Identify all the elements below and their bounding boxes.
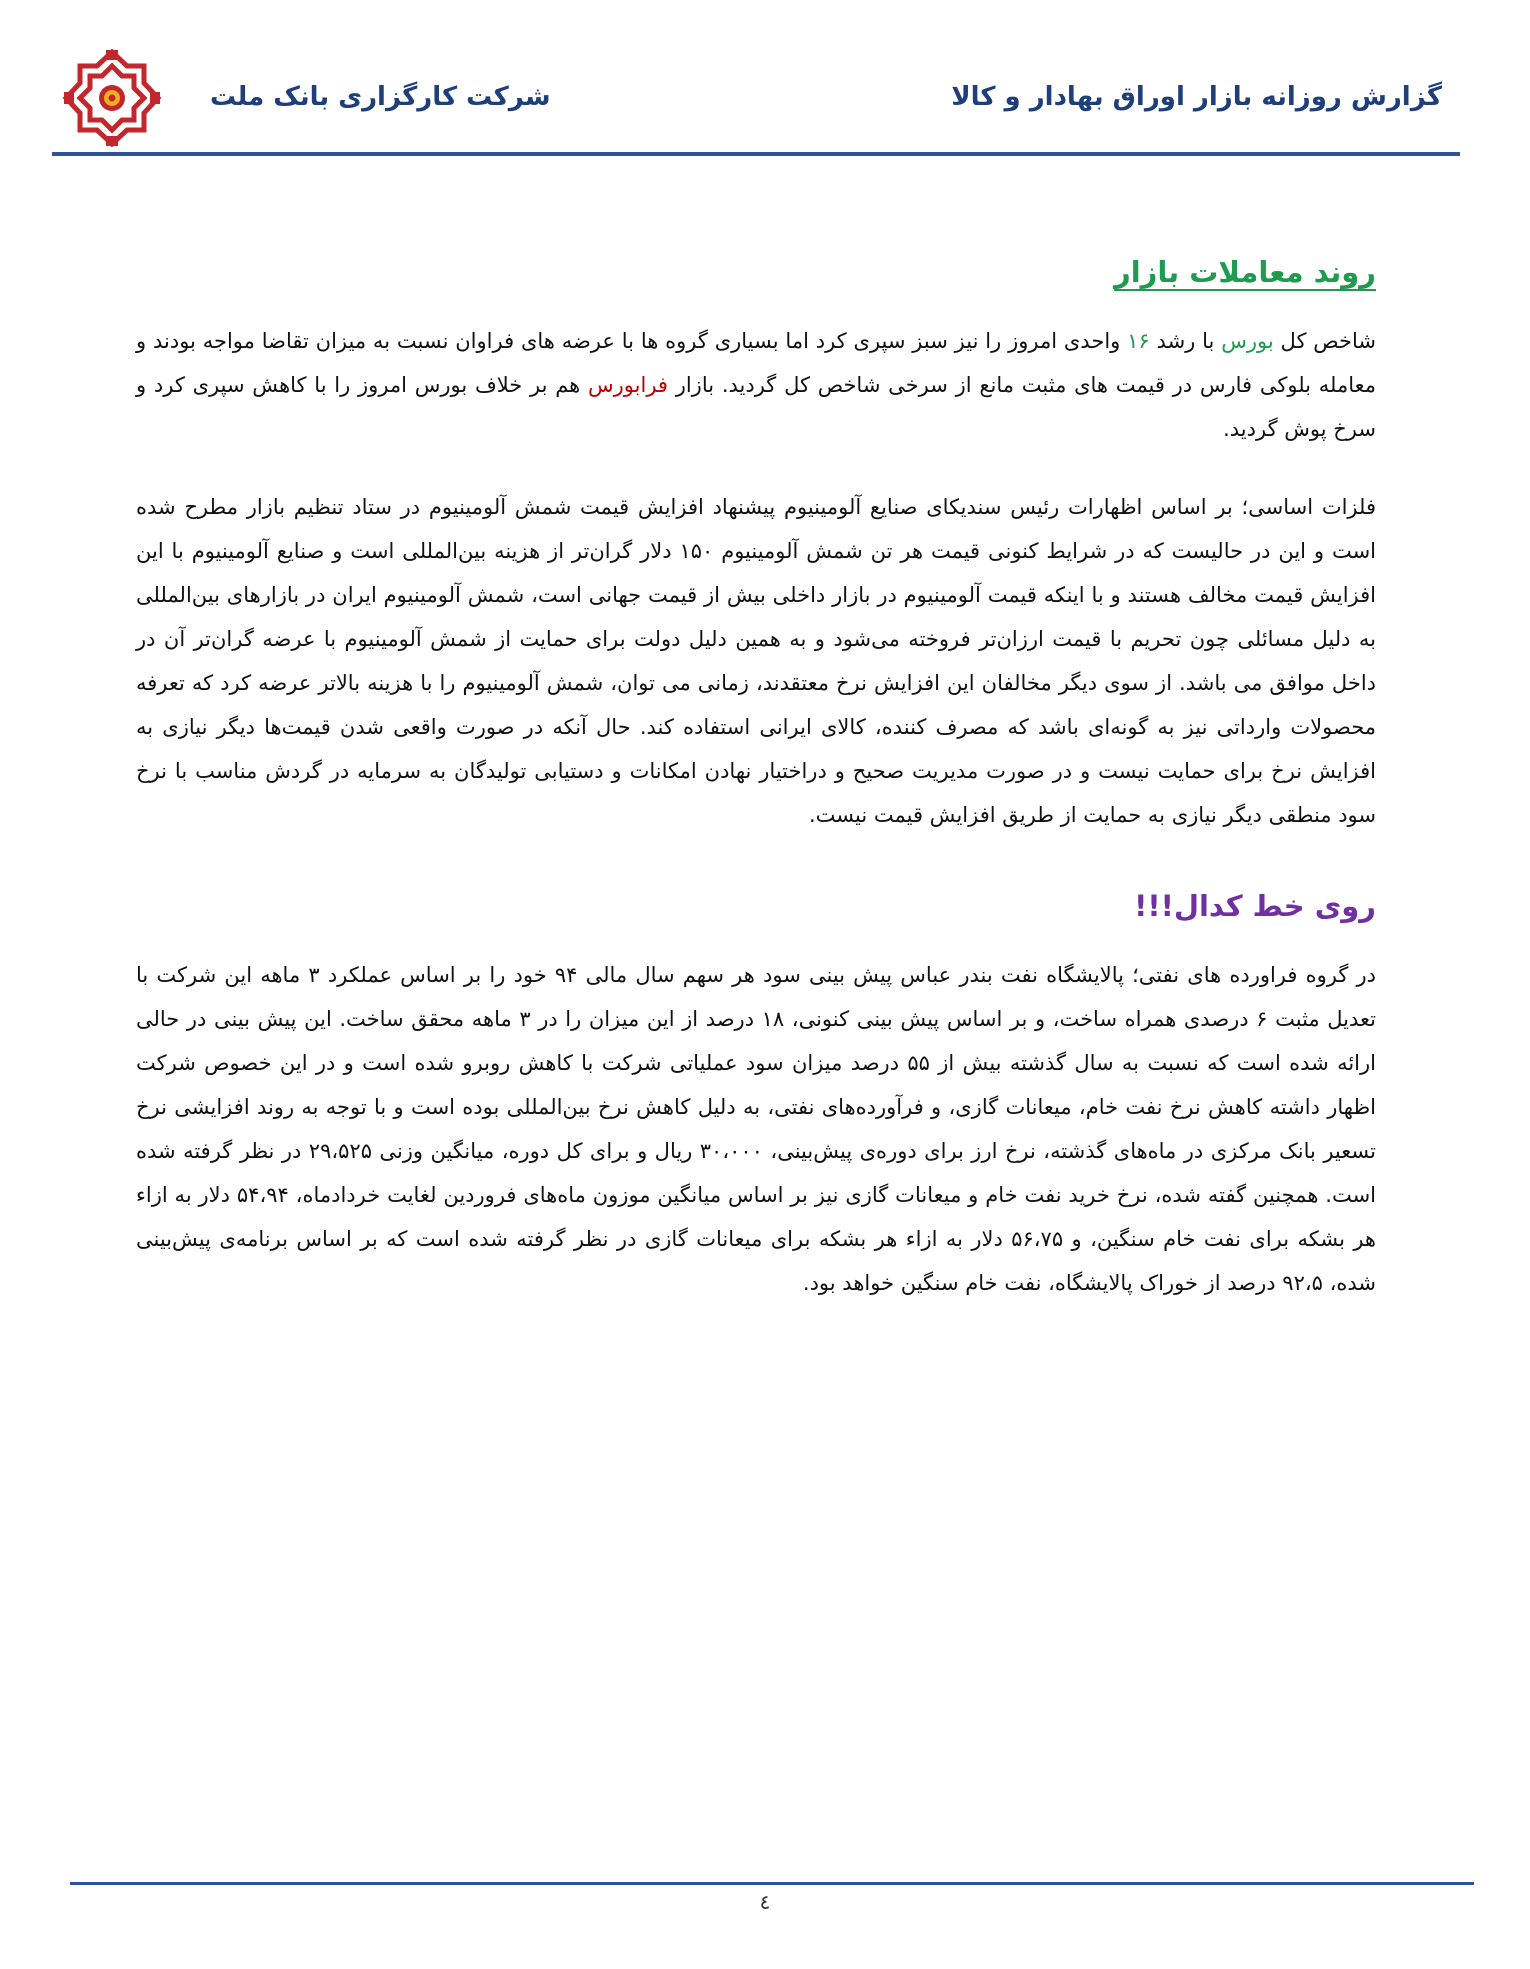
highlight-bourse: بورس [1221, 329, 1274, 353]
bank-mellat-logo-icon [62, 48, 162, 148]
report-body [136, 255, 1376, 1339]
highlight-farabourse: فرابورس [588, 373, 668, 397]
text-run: هم بر خلاف بورس امروز را با کاهش سپری کرد و سرخ پوش گردید. [136, 373, 1376, 441]
header-divider [52, 152, 1460, 156]
text-run: واحدی امروز را نیز سبز سپری کرد اما بسیاری گروه ها با عرضه های فراوان نسبت به میزان تقاضا مواجه بودند و معامله بلوکی فارس در قیمت های مثبت مانع از سرخی شاخص کل گردید. بازار [136, 329, 1376, 397]
highlight-growth-value: ۱۶ [1127, 329, 1150, 353]
page-header [0, 0, 1530, 160]
text-run: با رشد [1149, 329, 1222, 353]
paragraph-basic-metals: فلزات اساسی؛ بر اساس اظهارات رئیس سندیکای صنایع آلومینیوم پیشنهاد افزایش قیمت شمش آلومینیوم در ستاد تنظیم بازار مطرح شده است و این در حالیست که در شرایط کنونی قیمت هر تن شمش آلومینیوم ۱۵۰ دلار گران‌تر از هزینه بین‌المللی است و صنایع آلومینیوم با این افزایش قیمت مخالف هستند و با اینکه قیمت آلومینیوم در بازار داخلی بیش از قیمت جهانی است، شمش آلومینیوم ایران در بازارهای بین‌المللی به دلیل مسائلی چون تحریم با قیمت ارزان‌تر فروخته می‌شود و به همین دلیل دولت برای حمایت از شمش آلومینیوم با عرضه گران‌تر آن در داخل موافق می باشد. از سوی دیگر مخالفان این افزایش نرخ معتقدند، زمانی می توان، شمش آلومینیوم را با هزینه بالاتر عرضه کرد که تعرفه محصولات وارداتی نیز به گونه‌ای باشد که مصرف کننده، کالای ایرانی استفاده کند. حال آنکه در صورت واقعی شدن قیمت‌ها دیگر نیازی به افزایش نرخ برای حمایت نیست و در صورت مدیریت صحیح و دراختیار نهادن امکانات و دستیابی تولیدگان به سرمایه در گردش مناسب با نرخ سود منطقی دیگر نیازی به حمایت از طریق افزایش قیمت نیست. [136, 495, 1376, 827]
text-run: شاخص کل [1273, 329, 1376, 353]
paragraph-market-index [136, 319, 1376, 451]
company-name: شرکت کارگزاری بانک ملت [210, 82, 551, 112]
section-heading-codal: روی خط کدال!!! [1134, 889, 1376, 923]
paragraph-refinery: در گروه فراورده های نفتی؛ پالایشگاه نفت بندر عباس پیش بینی سود هر سهم سال مالی ۹۴ خود را بر اساس عملکرد ۳ ماهه این شرکت با تعدیل مثبت ۶ درصدی همراه ساخت، و بر اساس پیش بینی کنونی، ۱۸ درصد از این میزان را در ۳ ماهه محقق ساخت. این پیش بینی در حالی ارائه شده است که نسبت به سال گذشته بیش از ۵۵ درصد میزان سود عملیاتی شرکت با کاهش روبرو شده است و در این خصوص شرکت اظهار داشته کاهش نرخ نفت خام، میعانات گازی، و فرآورده‌های نفتی، به دلیل کاهش نرخ بین‌المللی بوده است و با توجه به روند افزایشی نرخ تسعیر بانک مرکزی در ماه‌های گذشته، نرخ ارز برای دوره‌ی پیش‌بینی، ۳۰،۰۰۰ ریال و برای کل دوره، میانگین وزنی ۲۹،۵۲۵ در نظر گرفته شده است. همچنین گفته شده، نرخ خرید نفت خام و میعانات گازی نیز بر اساس میانگین موزون ماه‌های فروردین لغایت خردادماه، ۵۴،۹۴ دلار به ازاء هر بشکه برای نفت خام سنگین، و ۵۶،۷۵ دلار به ازاء هر بشکه برای میعانات گازی در نظر گرفته شده است که بر اساس برنامه‌ی پیش‌بینی شده، ۹۲،۵ درصد از خوراک پالایشگاه، نفت خام سنگین خواهد بود. [136, 963, 1377, 1295]
footer-divider [70, 1882, 1474, 1885]
section-heading-market-trend: روند معاملات بازار [1114, 255, 1376, 289]
page-number: ٤ [759, 1890, 771, 1914]
report-title: گزارش روزانه بازار اوراق بهادار و کالا [951, 82, 1442, 112]
